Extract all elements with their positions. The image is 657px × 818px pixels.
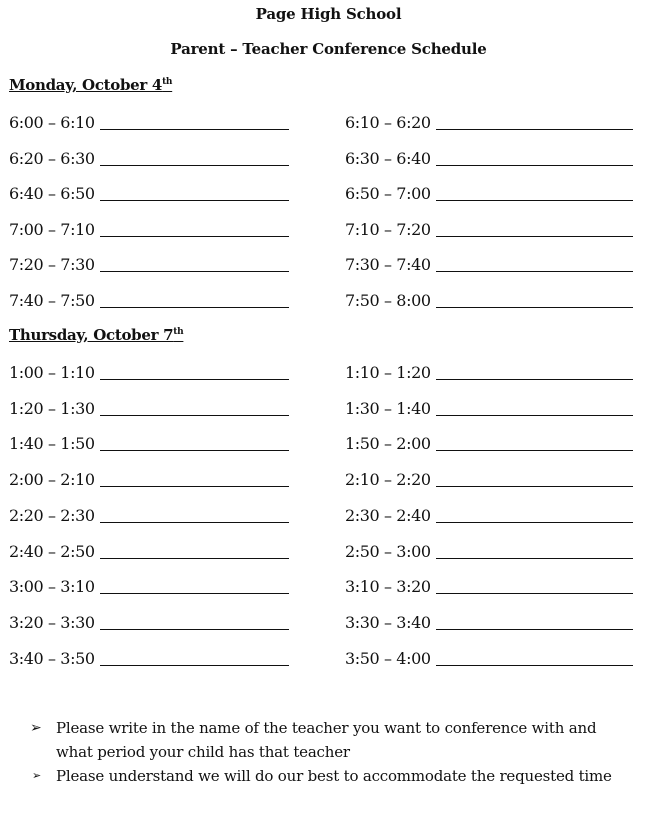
time-slot [9,574,289,596]
time-slot-label: 1:30 – 1:40 [345,398,431,418]
teacher-name-blank[interactable] [436,235,633,237]
time-slot [345,146,633,168]
time-slot [345,288,633,310]
time-slot-label: 1:20 – 1:30 [9,398,95,418]
time-slot [9,288,289,310]
teacher-name-blank[interactable] [436,128,633,130]
monday-heading [9,76,172,94]
teacher-name-blank[interactable] [436,628,633,630]
teacher-name-blank[interactable] [436,164,633,166]
page-title: Parent – Teacher Conference Schedule [170,40,487,58]
teacher-name-blank[interactable] [100,628,289,630]
time-slot-label: 2:40 – 2:50 [9,541,95,561]
teacher-name-blank[interactable] [436,414,633,416]
time-slot [9,539,289,561]
school-name: Page High School [255,5,402,23]
time-slot [345,539,633,561]
teacher-name-blank[interactable] [436,378,633,380]
time-slot [9,396,289,418]
teacher-name-blank[interactable] [100,449,289,451]
time-slot-label: 6:20 – 6:30 [9,148,95,168]
teacher-name-blank[interactable] [100,592,289,594]
time-slot-label: 3:40 – 3:50 [9,648,95,668]
time-slot-label: 2:10 – 2:20 [345,470,431,490]
time-slot-label: 7:00 – 7:10 [9,219,95,239]
time-slot [9,646,289,668]
teacher-name-blank[interactable] [100,270,289,272]
time-slot-label: 6:00 – 6:10 [9,113,95,132]
time-slot [345,467,633,489]
teacher-name-blank[interactable] [436,592,633,594]
teacher-name-blank[interactable] [436,270,633,272]
teacher-name-blank[interactable] [100,235,289,237]
time-slot-label: 3:20 – 3:30 [9,612,95,632]
time-slot-label: 6:10 – 6:20 [345,113,431,132]
time-slot-label: 3:00 – 3:10 [9,577,95,597]
time-slot [345,217,633,239]
teacher-name-blank[interactable] [100,557,289,559]
time-slot [9,360,289,382]
time-slot-label: 2:30 – 2:40 [345,505,431,525]
time-slot-label: 2:20 – 2:30 [9,505,95,525]
time-slot [345,503,633,525]
teacher-name-blank[interactable] [436,199,633,201]
time-slot-label: 1:40 – 1:50 [9,434,95,454]
time-slot [9,503,289,525]
time-slot-label: 6:30 – 6:40 [345,148,431,168]
arrow-bullet-icon: ➢ [32,769,42,782]
thursday-heading-text: Thursday, October 7 [9,326,174,344]
thursday-heading [9,326,183,344]
thursday-heading-suffix: th [173,327,184,337]
teacher-name-blank[interactable] [436,449,633,451]
time-slot [9,252,289,274]
time-slot [9,217,289,239]
time-slot [345,431,633,453]
time-slot [9,181,289,203]
time-slot [345,610,633,632]
time-slot [345,646,633,668]
teacher-name-blank[interactable] [100,485,289,487]
teacher-name-blank[interactable] [100,164,289,166]
time-slot-label: 3:30 – 3:40 [345,612,431,632]
time-slot [345,181,633,203]
time-slot-label: 7:50 – 8:00 [345,291,431,310]
monday-heading-suffix: th [162,77,173,87]
time-slot [345,252,633,274]
time-slot-label: 7:10 – 7:20 [345,219,431,239]
time-slot-label: 6:50 – 7:00 [345,184,431,204]
teacher-name-blank[interactable] [100,414,289,416]
time-slot [345,396,633,418]
teacher-name-blank[interactable] [100,378,289,380]
teacher-name-blank[interactable] [100,199,289,201]
instruction-text: Please write in the name of the teacher you want to conference with and what period your child has that teacher [56,719,597,761]
teacher-name-blank[interactable] [436,664,633,666]
monday-heading-text: Monday, October 4 [9,76,163,94]
time-slot-label: 6:40 – 6:50 [9,184,95,204]
instruction-item [30,764,620,788]
time-slot-label: 1:10 – 1:20 [345,363,431,382]
instruction-text: Please understand we will do our best to accommodate the requested time [56,767,612,785]
time-slot-label: 3:50 – 4:00 [345,648,431,668]
teacher-name-blank[interactable] [100,306,289,308]
time-slot [9,146,289,168]
instructions-list [30,716,620,788]
time-slot-label: 7:20 – 7:30 [9,255,95,275]
teacher-name-blank[interactable] [436,306,633,308]
time-slot-label: 2:50 – 3:00 [345,541,431,561]
teacher-name-blank[interactable] [100,521,289,523]
time-slot [345,360,633,382]
time-slot-label: 7:30 – 7:40 [345,255,431,275]
instruction-item [30,716,620,764]
time-slot-label: 3:10 – 3:20 [345,577,431,597]
teacher-name-blank[interactable] [436,557,633,559]
time-slot-label: 1:00 – 1:10 [9,363,95,382]
teacher-name-blank[interactable] [436,521,633,523]
time-slot [9,610,289,632]
time-slot-label: 1:50 – 2:00 [345,434,431,454]
time-slot [345,110,633,132]
time-slot-label: 7:40 – 7:50 [9,291,95,310]
time-slot [9,431,289,453]
time-slot-label: 2:00 – 2:10 [9,470,95,490]
time-slot [9,467,289,489]
teacher-name-blank[interactable] [100,664,289,666]
time-slot [345,574,633,596]
time-slot [9,110,289,132]
teacher-name-blank[interactable] [436,485,633,487]
teacher-name-blank[interactable] [100,128,289,130]
arrow-bullet-icon: ➢ [30,720,42,736]
